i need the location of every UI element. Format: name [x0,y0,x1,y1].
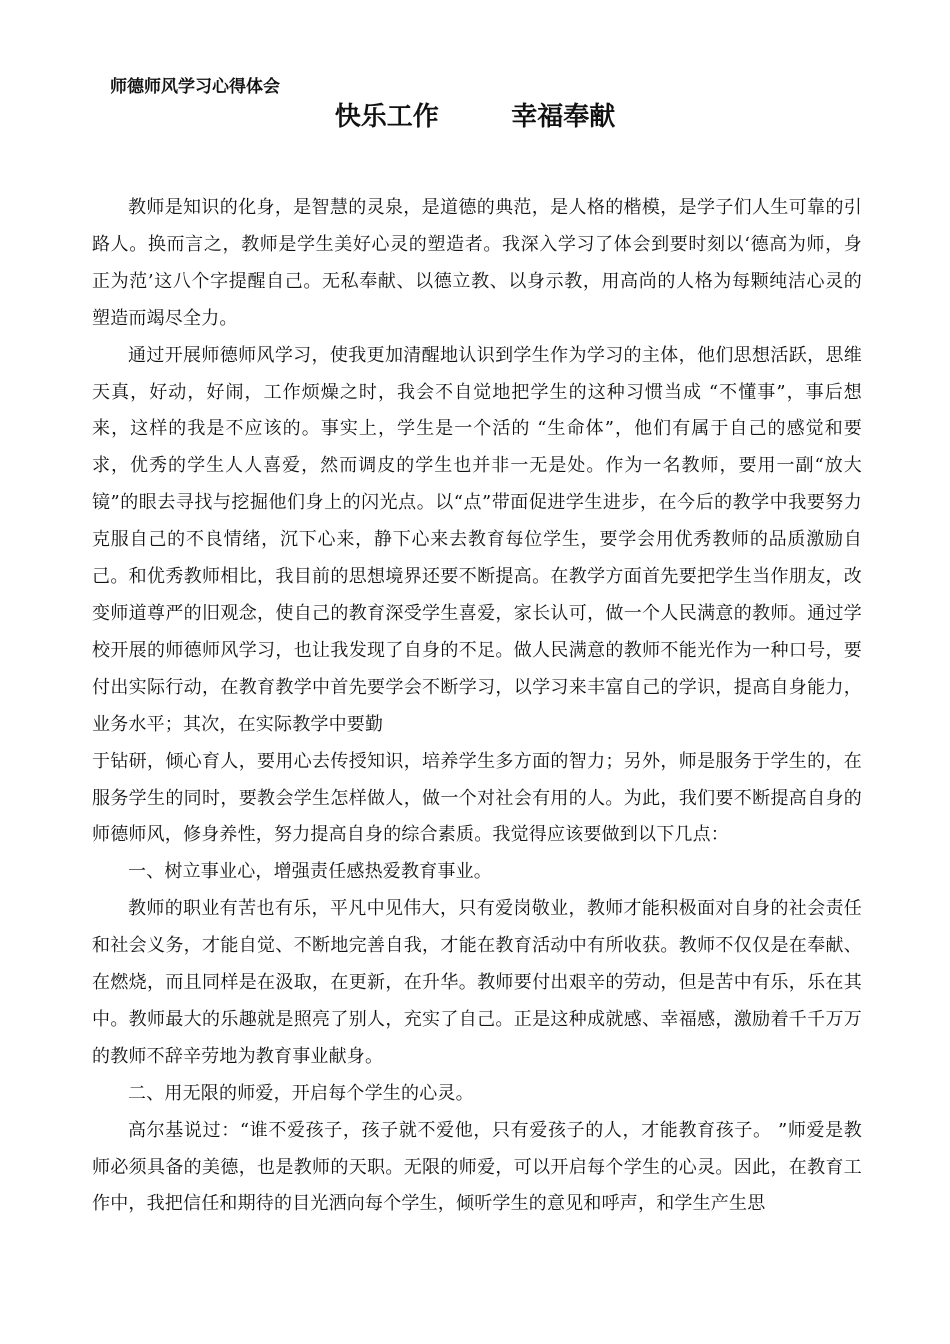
paragraph-intro: 教师是知识的化身，是智慧的灵泉，是道德的典范，是人格的楷模，是学子们人生可靠的引路人。换而言之，教师是学生美好心灵的塑造者。我深入学习了体会到要时刻以‘德高为师，身正为范’这八个字提醒自己。无私奉献、以德立教、以身示教，用高尚的人格为每颗纯洁心灵的塑造而竭尽全力。 [92,197,862,329]
paragraph-continuation: 于钻研，倾心育人，要用心去传授知识，培养学生多方面的智力；另外，师是服务于学生的，在服务学生的同时，要教会学生怎样做人，做一个对社会有用的人。为此，我们要不断提高自身的师德师风，修身养性，努力提高自身的综合素质。我觉得应该要做到以下几点： [92,750,862,846]
document-label: 师德师风学习心得体会 [110,77,280,97]
paragraph-career: 教师的职业有苦也有乐，平凡中见伟大，只有爱岗敬业，教师才能积极面对自身的社会责任和社会义务，才能自觉、不断地完善自我，才能在教育活动中有所收获。教师不仅仅是在奉献、在燃烧，而且同样是在汲取，在更新，在升华。教师要付出艰辛的劳动，但是苦中有乐，乐在其中。教师最大的乐趣就是照亮了别人，充实了自己。正是这种成就感、幸福感，激励着千千万万的教师不辞辛劳地为教育事业献身。 [92,898,862,1067]
document-title: 快乐工作 幸福奉献 [334,102,616,132]
document-body [92,190,862,1223]
section-heading-2: 二、用无限的师爱，开启每个学生的心灵。 [128,1082,474,1104]
paragraph-teacher-love: 高尔基说过：“谁不爱孩子，孩子就不爱他，只有爱孩子的人，才能教育孩子。 ”师爱是教师必须具备的美德，也是教师的天职。无限的师爱，可以开启每个学生的心灵。因此，在教育工作中，我把信任和期待的目光洒向每个学生，倾听学生的意见和呼声，和学生产生思 [92,1119,862,1215]
paragraph-study-reflection: 通过开展师德师风学习，使我更加清醒地认识到学生作为学习的主体，他们思想活跃，思维天真，好动，好闹，工作烦燥之时，我会不自觉地把学生的这种习惯当成 “不懂事”，事后想来，这样的我是不应该的。事实上，学生是一个活的 “生命体”，他们有属于自己的感觉和要求，优秀的学生人人喜爱，然而调皮的学生也并非一无是处。作为一名教师，要用一副“放大镜”的眼去寻找与挖掘他们身上的闪光点。以“点”带面促进学生进步，在今后的教学中我要努力克服自己的不良情绪，沉下心来，静下心来去教育每位学生，要学会用优秀教师的品质激励自己。和优秀教师相比，我目前的思想境界还要不断提高。在教学方面首先要把学生当作朋友，改变师道尊严的旧观念，使自己的教育深受学生喜爱，家长认可，做一个人民满意的教师。通过学校开展的师德师风学习，也让我发现了自身的不足。做人民满意的教师不能光作为一种口号，要付出实际行动，在教育教学中首先要学会不断学习，以学习来丰富自己的学识，提高自身能力，业务水平；其次，在实际教学中要勤 [92,344,862,735]
section-heading-1: 一、树立事业心，增强责任感热爱教育事业。 [128,861,492,883]
